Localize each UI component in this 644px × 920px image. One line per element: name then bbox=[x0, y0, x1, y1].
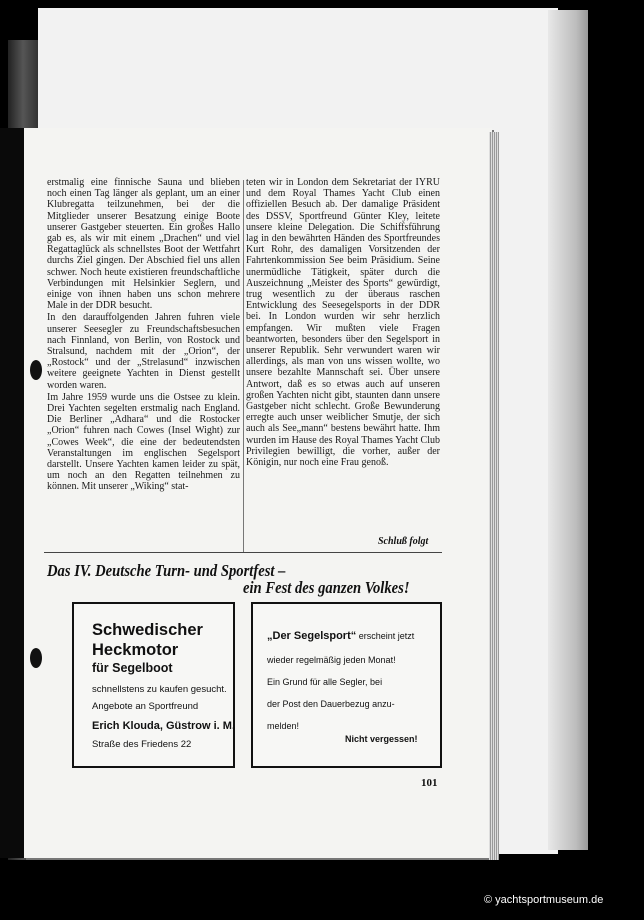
notice-line bbox=[267, 630, 414, 642]
background-page-edge bbox=[548, 10, 588, 850]
article-column-right bbox=[246, 177, 440, 468]
notice-closing: Nicht vergessen! bbox=[345, 734, 418, 744]
headline-line-1: Das IV. Deutsche Turn- und Sportfest – bbox=[47, 561, 286, 580]
article-paragraph: Im Jahre 1959 wurde uns die Ostsee zu klein. Drei Yachten segelten erstmalig nach England. Die Berliner „Adhara“ und die Rostocker „Orion“ fuhren nach Cowes (Insel Wight) zur „Cowes Week“, die eine der bedeutendsten Veranstaltungen im englischen Segelsport darstellt. Unsere Yachten kamen leider zu spät, um noch an den Regatten teilnehmen zu können. Mit unserer „Wiking“ stat- bbox=[47, 391, 240, 493]
ad-title-line: Schwedischer bbox=[92, 621, 203, 639]
classified-ad-engine bbox=[72, 602, 235, 768]
section-rule bbox=[44, 552, 442, 553]
subscription-notice bbox=[251, 602, 442, 768]
notice-line: der Post den Dauerbezug anzu- bbox=[267, 699, 395, 709]
punch-hole bbox=[30, 360, 42, 380]
ad-title-line: Heckmotor bbox=[92, 641, 179, 659]
ad-text: schnellstens zu kaufen gesucht. bbox=[92, 684, 227, 695]
headline-line-2: ein Fest des ganzen Volkes! bbox=[243, 578, 410, 597]
article-column-left bbox=[47, 177, 240, 493]
ad-address: Straße des Friedens 22 bbox=[92, 739, 192, 750]
article-paragraph: teten wir in London dem Sekretariat der IYRU und dem Royal Thames Yacht Club einen offiziellen Besuch ab. Der damalige Präsident des DSSV, Sportfreund Günter Kley, leitete unsere kleine Delegation. Die Schiffsführung lag in den bewährten Händen des Sportfreundes Kurt Rohr, des damaligen Vorsitzenden der Fahrtenkommission See beim Präsidium. Seine unermüdliche Tätigkeit, später durch die Auszeichnung „Meister des Sports“ gewürdigt, trug wesentlich zu der überaus raschen Entwicklung des Seesegelsports in der DDR bei. In London wurden wir sehr herzlich empfangen. Wir mußten viele Fragen beantworten, besonders über den Segelsport in unserer Republik. Sehr verwundert waren wir allerdings, als man von uns wissen wollte, wo unsere bezahlte Mannschaft sei. Über unsere Antwort, daß es so etwas auch auf unseren großen Yachten nicht gibt, staunten dann unsere Gastgeber nicht schlecht. Große Bewunderung erregte auch unser weiblicher Smutje, der sich auch als See„mann“ bestens bewährt hatte. Ihm wurden im Hause des Royal Thames Yacht Club Privilegien bewilligt, die vorher, außer der Königin, nur noch eine Frau genoß. bbox=[246, 177, 440, 469]
ad-title-line: für Segelboot bbox=[92, 661, 173, 675]
ad-title bbox=[92, 620, 203, 676]
ad-text: Angebote an Sportfreund bbox=[92, 701, 199, 712]
article-paragraph: In den darauffolgenden Jahren fuhren viele unserer Seesegler zu Freundschaftsbesuchen nach Finnland, von Berlin, von Rostock und Stralsund, nachdem mit der „Orion“, der „Rostock“ und der „Strelasund“ inzwischen weitere geeignete Yachten in Dienst gestellt worden waren. bbox=[47, 312, 240, 391]
copyright-watermark: © yachtsportmuseum.de bbox=[484, 894, 604, 906]
punch-hole bbox=[30, 648, 42, 668]
magazine-name: „Der Segelsport“ bbox=[267, 630, 357, 642]
page-number: 101 bbox=[421, 777, 438, 789]
page-gutter bbox=[0, 128, 24, 858]
ad-contact-name: Erich Klouda, Güstrow i. M. bbox=[92, 720, 236, 732]
article-paragraph: erstmalig eine finnische Sauna und blieben noch einen Tag länger als geplant, um an einer Klubregatta teilzunehmen, bei der die Mitglieder unserer Besatzung einige Boote unserer Gastgeber steuerten. Ein großes Hallo gab es, als wir mit einem „Drachen“ und viel Regattaglück als schnellstes Boot der Wettfahrt durchs Ziel gingen. Der Abschied fiel uns allen schwer. Noch heute existieren freundschaftliche Verbindungen mit Helsinkier Seglern, und einige von ihnen haben uns schon mehrere Male in der DDR besucht. bbox=[47, 177, 240, 312]
continued-note: Schluß folgt bbox=[378, 536, 429, 547]
notice-line: wieder regelmäßig jeden Monat! bbox=[267, 655, 396, 665]
page-stack-edge bbox=[489, 132, 499, 860]
notice-line: melden! bbox=[267, 721, 300, 731]
column-divider bbox=[243, 180, 244, 552]
notice-text: erscheint jetzt bbox=[358, 631, 415, 641]
notice-line: Ein Grund für alle Segler, bei bbox=[267, 677, 383, 687]
